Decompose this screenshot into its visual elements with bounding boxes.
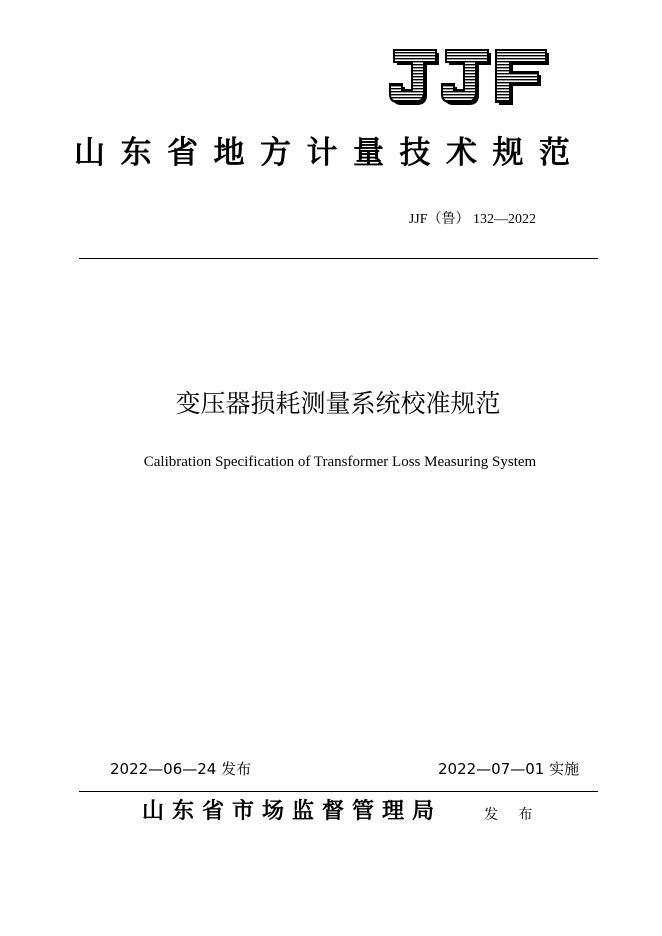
series-title: 山东省地方计量技术规范 xyxy=(74,135,586,171)
document-title-english: Calibration Specification of Transformer Loss Measuring System xyxy=(143,454,537,470)
issue-date: 2022—06—24 发布 xyxy=(110,760,252,778)
bottom-divider xyxy=(79,791,598,792)
publisher-name: 山东省市场监督管理局 xyxy=(142,798,443,824)
publish-label: 发 布 xyxy=(484,807,541,823)
jjf-logo xyxy=(388,46,550,106)
specification-code: JJF（鲁） 132—2022 xyxy=(408,212,536,227)
document-title-chinese: 变压器损耗测量系统校准规范 xyxy=(175,389,501,418)
top-divider xyxy=(79,258,598,259)
implementation-date: 2022—07—01 实施 xyxy=(438,760,580,778)
